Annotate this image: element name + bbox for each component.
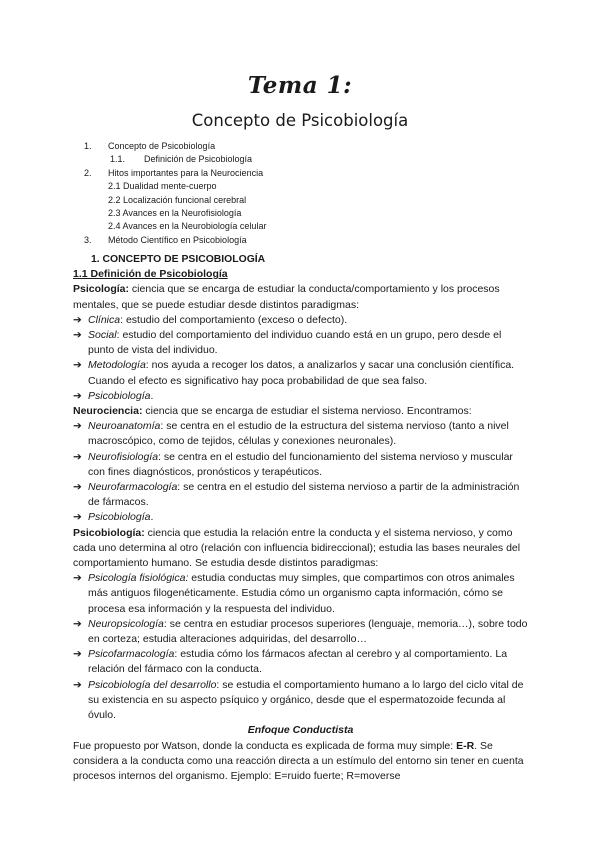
arrow-bullet-icon: ➔ [73,572,82,585]
section-heading: 1. CONCEPTO DE PSICOBIOLOGÍA [91,254,266,265]
arrow-bullet-icon: ➔ [73,329,82,342]
arrow-bullet-icon: ➔ [73,678,82,691]
term: Neurociencia: [73,405,143,418]
arrow-bullet-icon: ➔ [73,617,82,630]
toc-label: Definición de Psicobiología [144,154,253,165]
arrow-bullet-icon: ➔ [73,450,82,463]
table-of-contents [84,140,266,247]
list-item: ➔ Neuroanatomía: se centra en el estudio de la estructura del sistema nervioso (tanto a nivel macroscópico, como de tejidos, células y conexiones neuronales). [73,420,509,448]
list-item: ➔ Psicobiología. [73,510,528,525]
page-title: Tema 1: [247,72,353,99]
term: Psicología: [73,283,130,296]
subsection-heading: Enfoque Conductista [247,724,354,737]
arrow-bullet-icon: ➔ [73,648,82,661]
list-item: ➔ Social: estudio del comportamiento del individuo cuando está en un grupo, pero desde el punto de vista del individuo. [73,329,502,357]
page-subtitle: Concepto de Psicobiología [191,111,409,130]
toc-label: Método Científico en Psicobiología [108,234,247,245]
paragraph: Fue propuesto por Watson, donde la conducta es explicada de forma muy simple: E-R. Se considera a la conducta como una reacción directa a un estímulo del entorno sin tener en cuenta procesos internos del organismo. Ejemplo: E=ruido fuerte; R=moverse [73,739,524,782]
list-item: ➔ Psicofarmacología: estudia cómo los fármacos afectan al cerebro y al comportamiento. La relación del fármaco con la conducta. [73,648,508,676]
arrow-bullet-icon: ➔ [73,389,82,402]
list-item: ➔ Psicobiología del desarrollo: se estudia el comportamiento humano a lo largo del ciclo vital de su existencia en su aspecto psíquico y orgánico, desde que el espermatozoide fecunda al óvulo. [73,678,524,722]
list-item: ➔ Clínica: estudio del comportamiento (exceso o defecto). [73,313,528,328]
arrow-bullet-icon: ➔ [73,481,82,494]
list-item: ➔ Neurofisiología: se centra en el estudio del funcionamiento del sistema nervioso y muscular con fines diagnósticos, pronósticos y terapéuticos. [73,450,513,478]
arrow-bullet-icon: ➔ [73,359,82,372]
document-body [73,252,528,784]
toc-number: 1. [84,141,92,151]
arrow-bullet-icon: ➔ [73,313,82,326]
toc-subitem: 2.3 Avances en la Neurofisiología [108,207,242,218]
toc-label: Concepto de Psicobiología [108,141,216,151]
toc-number: 3. [84,234,92,245]
toc-subitem: 2.2 Localización funcional cerebral [108,194,247,205]
definition-paragraph: Neurociencia: ciencia que se encarga de estudiar el sistema nervioso. Encontramos: [73,405,472,418]
list-item: ➔ Psicobiología. [73,389,528,404]
toc-item [84,234,266,247]
toc-subitem [84,153,266,166]
toc-subitem: 2.4 Avances en la Neurobiología celular [108,221,267,232]
arrow-bullet-icon: ➔ [73,511,82,524]
list-item: ➔ Metodología: nos ayuda a recoger los datos, a analizarlos y sacar una conclusión científica. Cuando el efecto es significativo hay poca probabilidad de que sea falso. [73,359,515,387]
list-item: ➔ Psicología fisiológica: estudia conductas muy simples, que compartimos con otros animales más antiguos filogenéticamente. Estudia cómo un organismo capta información, cómo se procesa esa información y la respuesta del individuo. [73,572,515,615]
toc-item [84,167,266,180]
toc-item [84,140,266,153]
arrow-bullet-icon: ➔ [73,420,82,433]
definition-paragraph: Psicobiología: ciencia que estudia la relación entre la conducta y el sistema nervioso, y como cada uno determina al otro (relación con influencia bidireccional); estudia las bases neurales del comportamiento humano. Se estudia desde distintos paradigmas: [73,526,521,570]
subsection-heading: 1.1 Definición de Psicobiología [73,268,228,281]
toc-subitem: 2.1 Dualidad mente-cuerpo [108,181,217,192]
list-item: ➔ Neuropsicología: se centra en estudiar procesos superiores (lenguaje, memoria…), sobre todo en corteza; estudia alteraciones adquiridas, del desarrollo… [73,617,528,646]
definition-paragraph: Psicología: ciencia que se encarga de estudiar la conducta/comportamiento y los procesos mentales, que se puede estudiar desde distintos paradigmas: [73,283,500,311]
toc-number: 2. [84,167,92,178]
toc-number: 1.1. [110,154,126,165]
list-item: ➔ Neurofarmacología: se centra en el estudio del sistema nervioso a partir de la administración de fármacos. [73,481,520,509]
toc-label: Hitos importantes para la Neurociencia [108,167,264,178]
term: Psicobiología: [73,526,145,539]
